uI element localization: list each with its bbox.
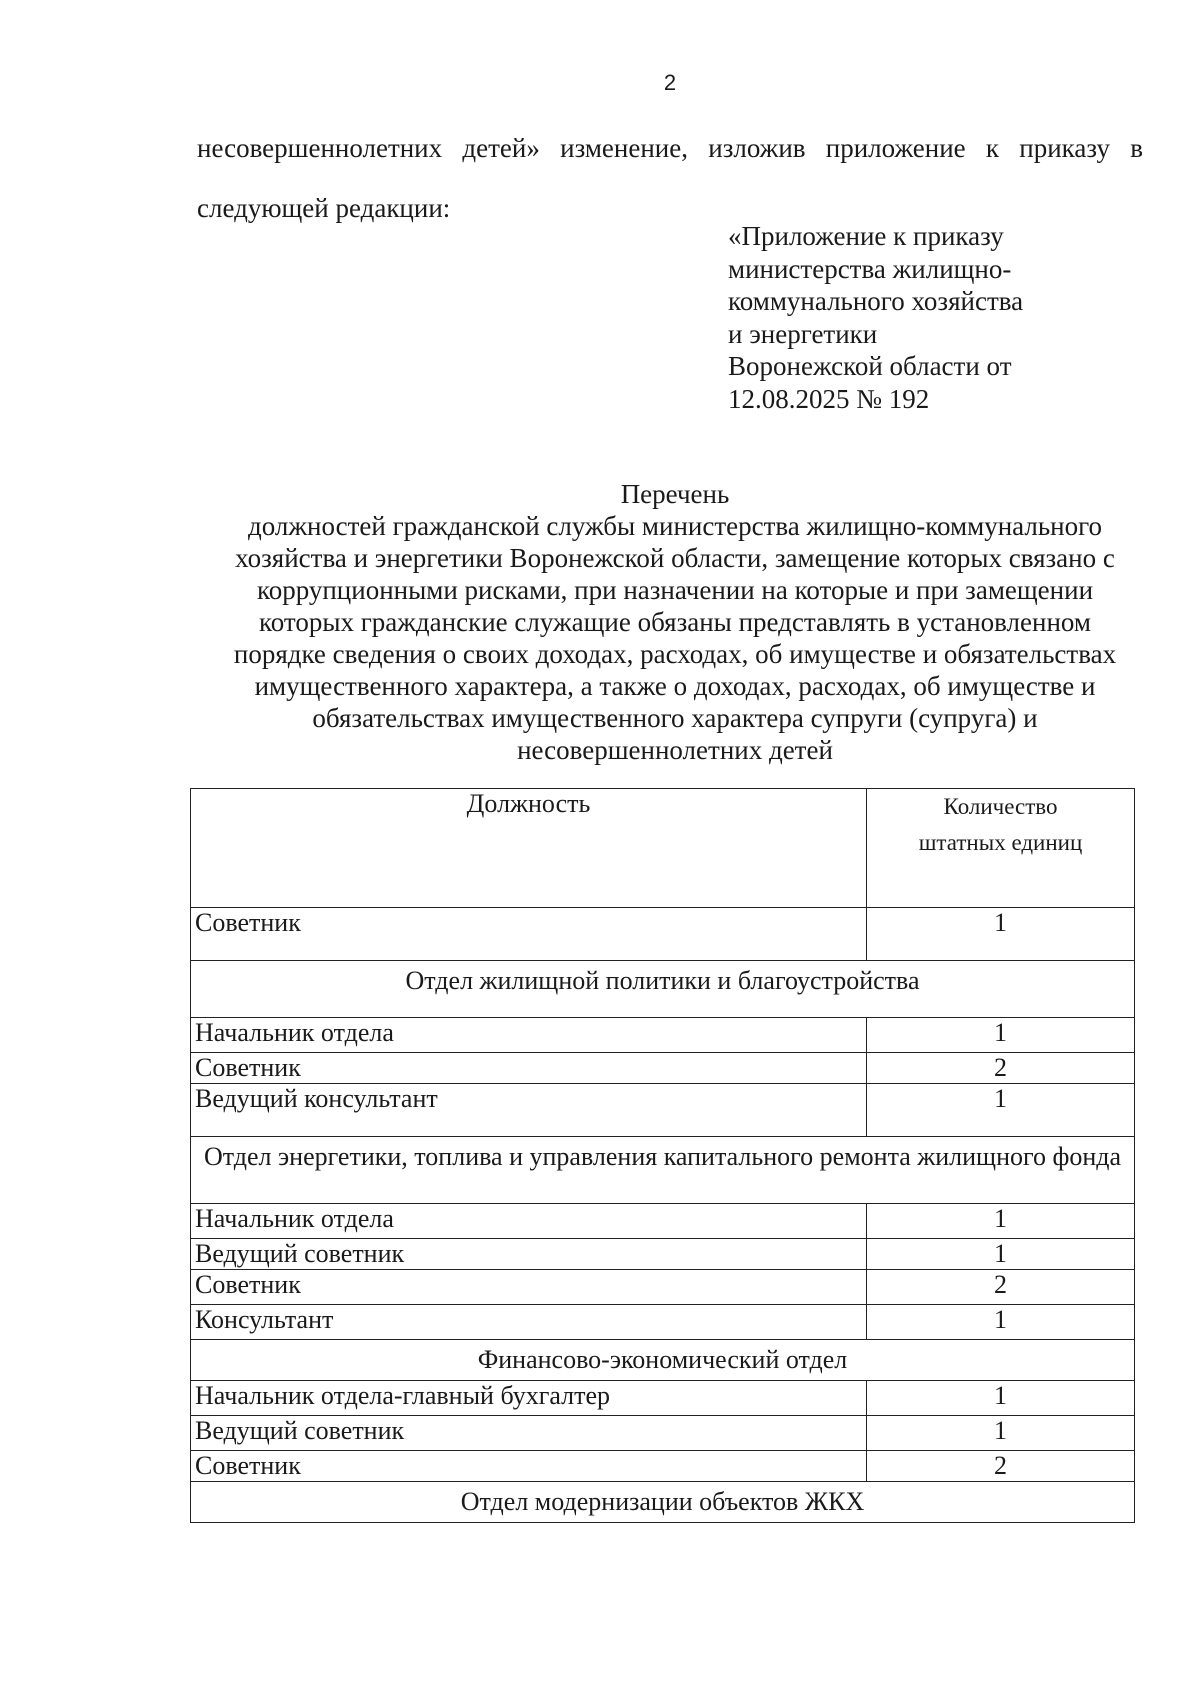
appendix-line: 12.08.2025 № 192 xyxy=(728,383,930,414)
position-cell: Консультант xyxy=(191,1305,867,1340)
intro-line: несовершеннолетних детей» изменение, изложив приложение к приказу в xyxy=(197,133,1143,163)
quantity-cell: 1 xyxy=(867,1018,1135,1053)
section-row xyxy=(191,961,1135,1018)
position-cell: Советник xyxy=(191,1270,867,1305)
header-quantity xyxy=(867,789,1135,908)
title-line: обязательствах имущественного характера супруги (супруга) и xyxy=(312,703,1038,733)
positions-table xyxy=(190,788,1135,1523)
position-cell: Начальник отдела xyxy=(191,1204,867,1239)
position-cell: Советник xyxy=(191,908,867,961)
title-line: имущественного характера, а также о доходах, расходах, об имуществе и xyxy=(254,671,1096,701)
position-cell: Начальник отдела xyxy=(191,1018,867,1053)
position-cell: Советник xyxy=(191,1451,867,1482)
section-row xyxy=(191,1482,1135,1523)
section-row xyxy=(191,1340,1135,1381)
appendix-line: министерства жилищно- xyxy=(728,253,1012,284)
appendix-line: Воронежской области от xyxy=(728,351,1012,381)
table-header-row xyxy=(191,789,1135,908)
quantity-cell: 1 xyxy=(867,1084,1135,1137)
title-line: коррупционными рисками, при назначении на которые и при замещении xyxy=(256,575,1094,605)
section-title: Финансово-экономический отдел xyxy=(191,1340,1135,1381)
position-cell: Ведущий советник xyxy=(191,1416,867,1451)
quantity-cell: 1 xyxy=(867,1305,1135,1340)
table-row xyxy=(191,1305,1135,1340)
title-line: порядке сведения о своих доходах, расходах, об имуществе и обязательствах xyxy=(233,639,1117,669)
quantity-cell: 1 xyxy=(867,908,1135,961)
appendix-line: и энергетики xyxy=(728,318,878,349)
table-row xyxy=(191,1204,1135,1239)
table-row xyxy=(191,1451,1135,1482)
title-line: хозяйства и энергетики Воронежской области, замещение которых связано с xyxy=(235,543,1115,573)
table-row xyxy=(191,1270,1135,1305)
quantity-cell: 1 xyxy=(867,1239,1135,1270)
table-row xyxy=(191,1416,1135,1451)
table-row xyxy=(191,1381,1135,1416)
header-quantity-line: Количество xyxy=(943,794,1058,819)
quantity-cell: 1 xyxy=(867,1381,1135,1416)
table-row xyxy=(191,1018,1135,1053)
appendix-line: «Приложение к приказу xyxy=(728,221,1004,251)
section-title: Отдел жилищной политики и благоустройства xyxy=(191,961,1135,1018)
quantity-cell: 1 xyxy=(867,1416,1135,1451)
quantity-cell: 2 xyxy=(867,1053,1135,1084)
section-title: Отдел энергетики, топлива и управления капитального ремонта жилищного фонда xyxy=(191,1137,1135,1204)
title-body xyxy=(190,510,1160,766)
quantity-cell: 1 xyxy=(867,1204,1135,1239)
title-line: которых гражданские служащие обязаны представлять в установленном xyxy=(258,607,1091,637)
table-row xyxy=(191,1053,1135,1084)
appendix-reference xyxy=(728,220,1148,415)
section-title: Отдел модернизации объектов ЖКХ xyxy=(191,1482,1135,1523)
position-cell: Ведущий советник xyxy=(191,1239,867,1270)
intro-line: следующей редакции: xyxy=(197,193,451,223)
quantity-cell: 2 xyxy=(867,1270,1135,1305)
table-row xyxy=(191,908,1135,961)
position-cell: Советник xyxy=(191,1053,867,1084)
appendix-line: коммунального хозяйства xyxy=(728,286,1024,316)
position-cell: Начальник отдела-главный бухгалтер xyxy=(191,1381,867,1416)
document-title xyxy=(190,478,1160,766)
quantity-cell: 2 xyxy=(867,1451,1135,1482)
table-row xyxy=(191,1084,1135,1137)
header-quantity-line: штатных единиц xyxy=(918,830,1083,855)
title-line: должностей гражданской службы министерства жилищно-коммунального xyxy=(247,511,1103,541)
title-line: несовершеннолетних детей xyxy=(517,735,833,765)
page-number: 2 xyxy=(663,70,677,95)
position-cell: Ведущий консультант xyxy=(191,1084,867,1137)
title-heading: Перечень xyxy=(620,479,730,509)
section-row xyxy=(191,1137,1135,1204)
header-position: Должность xyxy=(191,789,867,908)
table-row xyxy=(191,1239,1135,1270)
